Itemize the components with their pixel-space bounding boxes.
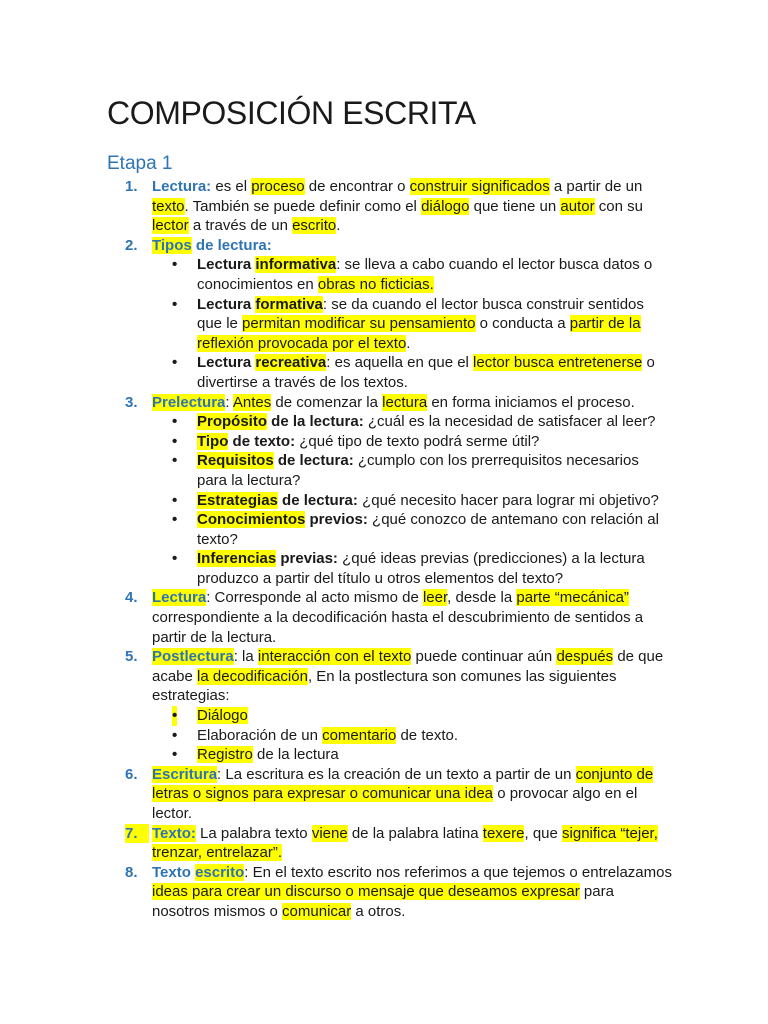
text-run: a través de un [188,217,293,235]
text-run: de lectura: [273,452,354,470]
list-item [0,177,672,236]
text-run: obras no ficticias. [317,275,434,293]
text-run: Escritura [152,765,218,783]
text-run: de encontrar o [304,178,410,195]
text-run: lector busca entretenerse [473,354,643,372]
bullet-dot-icon: • [172,511,178,529]
bullet-item [0,549,672,588]
bullet-dot-icon: • [172,295,178,313]
bullet-item [0,745,672,765]
list-item [0,236,672,256]
bullet-item [0,726,672,746]
text-run: ideas para crear un discurso o mensaje que deseamos expresar [152,883,580,901]
text-run: con su [594,197,643,215]
text-run: Postlectura [152,648,234,666]
bullet-dot-icon: • [172,707,178,725]
text-run: La palabra texto [195,824,312,842]
text-run: conjunto de letras o signos para expresar o comunicar una idea [152,765,654,803]
list-number: 3. [125,393,138,411]
text-run: Tipo [197,432,229,450]
text-run: : Corresponde al acto mismo de [206,589,423,607]
text-run: : se lleva a cabo cuando el lector busca datos o conocimientos en [197,256,653,293]
text-run: recreativa [255,354,327,372]
text-run: texto [152,197,185,215]
text-run: Requisitos [197,452,274,470]
text-run: autor [560,197,595,215]
list-item [0,588,672,647]
bullet-item [0,510,672,549]
text-run: para nosotros mismos o [152,883,614,920]
text-run: Diálogo [197,707,248,725]
text-run: Lectura: [152,178,212,195]
text-run: ¿qué ideas previas (predicciones) a la lectura produzco a partir del título u otros elementos del texto? [197,550,645,587]
text-run: : En el texto escrito nos referimos a que tejemos o entrelazamos [244,863,672,881]
text-run: : es aquella en que el [326,354,474,372]
text-run: Lectura [197,256,256,274]
text-run: Conocimientos [197,511,306,529]
list-number: 1. [125,178,138,195]
text-run: Antes [232,393,272,411]
bullet-item [0,295,672,354]
bullet-item [0,432,672,452]
text-run: Registro [197,746,253,764]
bullet-dot-icon: • [172,491,178,509]
text-run: : La escritura es la creación de un texto a partir de un [217,765,576,783]
list-number: 4. [125,589,138,607]
list-item [0,647,672,706]
list-number: 2. [125,236,138,254]
list-item [0,393,672,413]
text-run: informativa [255,256,337,274]
text-run: . También se puede definir como el [184,197,422,215]
text-run: construir significados [409,178,550,195]
text-run: : [225,393,233,411]
text-run: ¿cumplo con los prerrequisitos necesarios para la lectura? [197,452,639,489]
bullet-item [0,353,672,392]
bullet-item [0,491,672,511]
text-run: después [556,648,614,666]
text-run: texere [482,824,525,842]
text-run: escrito [195,863,245,881]
section-heading: Etapa 1 [107,153,173,174]
text-run: ¿qué necesito hacer para lograr mi objetivo? [357,491,659,509]
text-run: de lectura: [277,491,358,509]
bullet-dot-icon: • [172,746,178,764]
text-run: parte “mecánica” [516,589,629,607]
text-run: , En la postlectura son comunes las siguientes estrategias: [152,667,617,705]
bullet-item [0,412,672,432]
bullet-dot-icon: • [172,726,178,744]
text-run: leer [422,589,448,607]
list-number: 7. [125,824,149,844]
bullet-list [0,412,768,588]
text-run: o provocar algo en el lector. [152,785,638,822]
text-run: Prelectura [152,393,226,411]
bullet-dot-icon: • [172,452,178,470]
text-run: . [406,334,411,352]
text-run: es el [211,178,252,195]
text-run: lectura [382,393,428,411]
text-run: de texto. [396,726,459,744]
text-run: correspondiente a la decodificación hasta el descubrimiento de sentidos a partir de la lectura. [152,609,644,646]
text-run: permitan modificar su pensamiento [242,315,476,333]
text-run: interacción con el texto [257,648,412,666]
text-run: : se da cuando el lector busca construir sentidos que le [197,295,644,333]
text-run: Elaboración de un [197,726,323,744]
numbered-list [0,177,768,922]
text-run: proceso [251,178,305,195]
text-run: viene [311,824,348,842]
list-item [0,765,672,824]
text-run: Lectura [197,295,256,313]
text-run: ¿qué tipo de texto podrá serme útil? [295,432,540,450]
bullet-dot-icon: • [172,413,178,431]
text-run: de la palabra latina [347,824,483,842]
bullet-list [0,706,768,765]
text-run: de comenzar la [271,393,383,411]
text-run: comunicar [282,902,352,920]
text-run: que tiene un [469,197,561,215]
text-run: Lectura [152,589,207,607]
text-run: Propósito [197,413,267,431]
text-run: diálogo [421,197,470,215]
bullet-item [0,255,672,294]
text-run: de texto: [228,432,296,450]
list-number: 5. [125,648,138,666]
list-item [0,824,672,863]
text-run: de la lectura: [267,413,364,431]
text-run: Estrategias [197,491,278,509]
text-run: Inferencias [197,550,277,568]
text-run: partir de la reflexión provocada por el texto [197,315,641,352]
text-run: formativa [255,295,323,313]
text-run: , desde la [447,589,517,607]
text-run: o conducta a [475,315,570,333]
text-run: Tipos [152,236,192,254]
text-run: comentario [322,726,397,744]
text-run: la decodificación [197,667,308,685]
text-run: : la [233,648,258,666]
text-run: lector [152,217,189,235]
bullet-dot-icon: • [172,550,178,568]
text-run: ¿cuál es la necesidad de satisfacer al leer? [363,413,656,431]
text-run: Texto: [152,824,196,842]
document-title: COMPOSICIÓN ESCRITA [107,95,476,131]
text-run: ¿qué conozco de antemano con relación al texto? [197,511,659,548]
bullet-dot-icon: • [172,432,178,450]
text-run: escrito [292,217,337,235]
text-run: a partir de un [549,178,643,195]
bullet-list [0,255,768,392]
text-run: previas: [276,550,338,568]
list-item [0,863,672,922]
text-run: Texto [152,863,196,881]
text-run: . [336,217,341,235]
text-run: Lectura [197,354,256,372]
bullet-item [0,451,672,490]
text-run: , que [524,824,563,842]
bullet-dot-icon: • [172,256,178,274]
text-run: previos: [305,511,368,529]
text-run: de la lectura [252,746,339,764]
bullet-item [0,706,672,726]
text-run: en forma iniciamos el proceso. [427,393,635,411]
list-number: 8. [125,863,138,881]
text-run: o divertirse a través de los textos. [197,354,655,391]
text-run: de lectura: [191,236,272,254]
text-run: a otros. [351,902,406,920]
bullet-dot-icon: • [172,354,178,372]
text-run: significa “tejer, trenzar, entrelazar”. [152,824,658,862]
text-run: puede continuar aún [411,648,557,666]
list-number: 6. [125,765,138,783]
text-run: de que acabe [152,648,664,685]
